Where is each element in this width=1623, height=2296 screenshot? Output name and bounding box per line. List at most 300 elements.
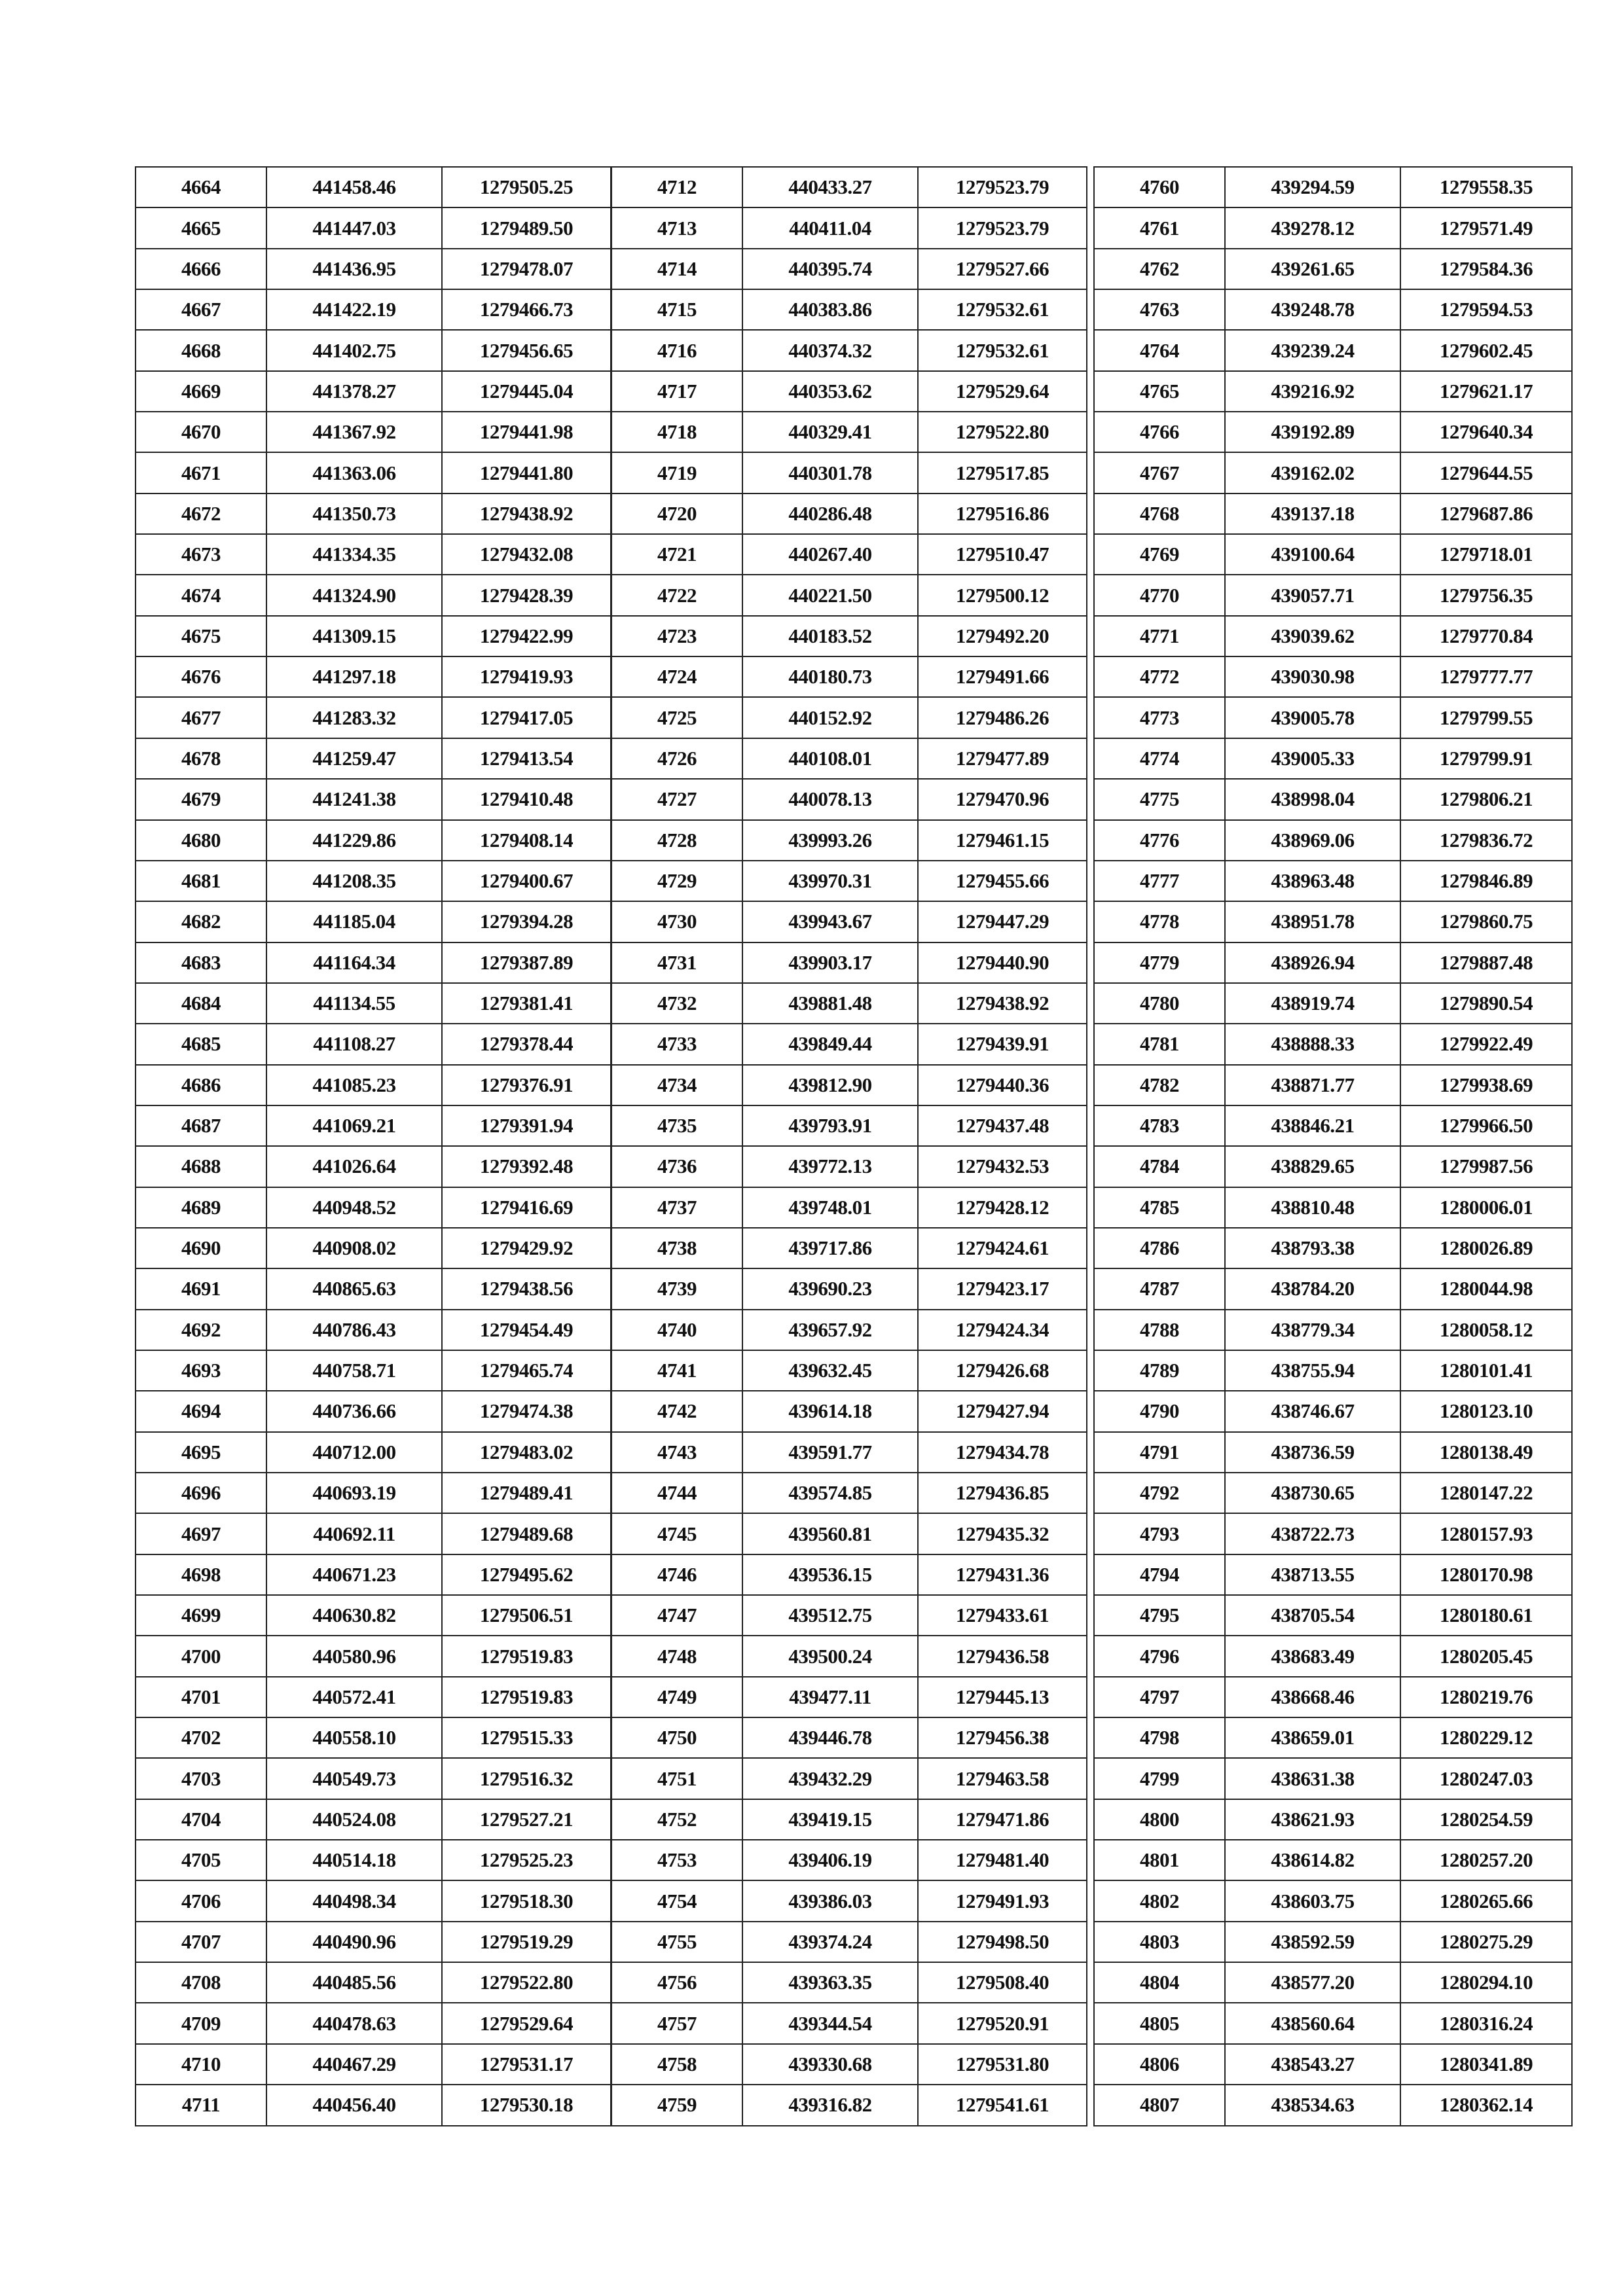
point-id-cell: 4800	[1094, 1799, 1225, 1840]
table-row	[136, 575, 611, 615]
y-coordinate-cell: 1280205.45	[1400, 1636, 1572, 1676]
table-row	[611, 1187, 1087, 1228]
y-coordinate-cell: 1279516.86	[918, 493, 1087, 534]
y-coordinate-cell: 1279527.21	[442, 1799, 611, 1840]
coordinate-table-3	[1093, 166, 1573, 2126]
table-row	[611, 1228, 1087, 1268]
x-coordinate-cell: 440671.23	[266, 1554, 442, 1595]
point-id-cell: 4666	[136, 249, 266, 289]
table-row	[1094, 2085, 1572, 2125]
table-row	[136, 1922, 611, 1962]
x-coordinate-cell: 440329.41	[742, 412, 918, 452]
y-coordinate-cell: 1279777.77	[1400, 656, 1572, 697]
point-id-cell: 4729	[611, 861, 742, 901]
table-row	[1094, 2003, 1572, 2043]
y-coordinate-cell: 1279508.40	[918, 1962, 1087, 2003]
point-id-cell: 4695	[136, 1432, 266, 1473]
table-row	[611, 1717, 1087, 1758]
point-id-cell: 4774	[1094, 738, 1225, 779]
x-coordinate-cell: 439162.02	[1225, 452, 1400, 493]
table-row	[136, 738, 611, 779]
y-coordinate-cell: 1279890.54	[1400, 983, 1572, 1024]
table-row	[611, 1024, 1087, 1064]
table-row	[136, 1024, 611, 1064]
table-row	[1094, 330, 1572, 370]
point-id-cell: 4775	[1094, 779, 1225, 819]
y-coordinate-cell: 1279520.91	[918, 2003, 1087, 2043]
table-row	[1094, 1758, 1572, 1799]
y-coordinate-cell: 1279438.92	[442, 493, 611, 534]
table-row	[136, 249, 611, 289]
table-row	[1094, 1717, 1572, 1758]
y-coordinate-cell: 1279498.50	[918, 1922, 1087, 1962]
point-id-cell: 4763	[1094, 289, 1225, 330]
y-coordinate-cell: 1279836.72	[1400, 820, 1572, 861]
x-coordinate-cell: 441436.95	[266, 249, 442, 289]
table-row	[1094, 1922, 1572, 1962]
point-id-cell: 4697	[136, 1513, 266, 1554]
x-coordinate-cell: 438577.20	[1225, 1962, 1400, 2003]
x-coordinate-cell: 440485.56	[266, 1962, 442, 2003]
x-coordinate-cell: 439239.24	[1225, 330, 1400, 370]
point-id-cell: 4728	[611, 820, 742, 861]
x-coordinate-cell: 440411.04	[742, 207, 918, 248]
table-row	[1094, 1595, 1572, 1636]
y-coordinate-cell: 1279938.69	[1400, 1065, 1572, 1105]
table-row	[136, 1758, 611, 1799]
x-coordinate-cell: 441069.21	[266, 1105, 442, 1146]
x-coordinate-cell: 438784.20	[1225, 1268, 1400, 1309]
table-row	[611, 1432, 1087, 1473]
x-coordinate-cell: 441283.32	[266, 697, 442, 738]
table-row	[1094, 1962, 1572, 2003]
point-id-cell: 4696	[136, 1473, 266, 1513]
x-coordinate-cell: 438614.82	[1225, 1840, 1400, 1880]
y-coordinate-cell: 1279447.29	[918, 901, 1087, 942]
point-id-cell: 4681	[136, 861, 266, 901]
y-coordinate-cell: 1280362.14	[1400, 2085, 1572, 2125]
table-row	[136, 1799, 611, 1840]
table-row	[136, 167, 611, 207]
y-coordinate-cell: 1279455.66	[918, 861, 1087, 901]
table-row	[136, 2003, 611, 2043]
table-row	[1094, 289, 1572, 330]
y-coordinate-cell: 1279510.47	[918, 534, 1087, 575]
y-coordinate-cell: 1279436.85	[918, 1473, 1087, 1513]
y-coordinate-cell: 1279378.44	[442, 1024, 611, 1064]
y-coordinate-cell: 1279519.83	[442, 1677, 611, 1717]
table-row	[1094, 1880, 1572, 1921]
y-coordinate-cell: 1279387.89	[442, 942, 611, 983]
x-coordinate-cell: 440183.52	[742, 616, 918, 656]
point-id-cell: 4664	[136, 167, 266, 207]
x-coordinate-cell: 439248.78	[1225, 289, 1400, 330]
table-row	[611, 534, 1087, 575]
point-id-cell: 4791	[1094, 1432, 1225, 1473]
x-coordinate-cell: 441085.23	[266, 1065, 442, 1105]
x-coordinate-cell: 440353.62	[742, 371, 918, 412]
point-id-cell: 4722	[611, 575, 742, 615]
x-coordinate-cell: 440221.50	[742, 575, 918, 615]
x-coordinate-cell: 440433.27	[742, 167, 918, 207]
point-id-cell: 4784	[1094, 1146, 1225, 1187]
y-coordinate-cell: 1279860.75	[1400, 901, 1572, 942]
x-coordinate-cell: 438963.48	[1225, 861, 1400, 901]
table-row	[136, 371, 611, 412]
table-row	[1094, 779, 1572, 819]
point-id-cell: 4740	[611, 1310, 742, 1350]
y-coordinate-cell: 1279376.91	[442, 1065, 611, 1105]
x-coordinate-cell: 441241.38	[266, 779, 442, 819]
x-coordinate-cell: 439690.23	[742, 1268, 918, 1309]
table-row	[1094, 1350, 1572, 1391]
x-coordinate-cell: 439903.17	[742, 942, 918, 983]
table-row	[611, 452, 1087, 493]
x-coordinate-cell: 439993.26	[742, 820, 918, 861]
point-id-cell: 4759	[611, 2085, 742, 2125]
x-coordinate-cell: 438951.78	[1225, 901, 1400, 942]
y-coordinate-cell: 1279489.68	[442, 1513, 611, 1554]
y-coordinate-cell: 1279438.56	[442, 1268, 611, 1309]
x-coordinate-cell: 440286.48	[742, 493, 918, 534]
y-coordinate-cell: 1279440.36	[918, 1065, 1087, 1105]
y-coordinate-cell: 1279500.12	[918, 575, 1087, 615]
table-row	[136, 1350, 611, 1391]
point-id-cell: 4711	[136, 2085, 266, 2125]
point-id-cell: 4768	[1094, 493, 1225, 534]
point-id-cell: 4790	[1094, 1391, 1225, 1431]
y-coordinate-cell: 1279437.48	[918, 1105, 1087, 1146]
point-id-cell: 4782	[1094, 1065, 1225, 1105]
y-coordinate-cell: 1279481.40	[918, 1840, 1087, 1880]
table-row	[611, 901, 1087, 942]
x-coordinate-cell: 438621.93	[1225, 1799, 1400, 1840]
y-coordinate-cell: 1279424.61	[918, 1228, 1087, 1268]
point-id-cell: 4792	[1094, 1473, 1225, 1513]
y-coordinate-cell: 1279427.94	[918, 1391, 1087, 1431]
y-coordinate-cell: 1279454.49	[442, 1310, 611, 1350]
y-coordinate-cell: 1280257.20	[1400, 1840, 1572, 1880]
x-coordinate-cell: 440786.43	[266, 1310, 442, 1350]
point-id-cell: 4765	[1094, 371, 1225, 412]
y-coordinate-cell: 1279423.17	[918, 1268, 1087, 1309]
x-coordinate-cell: 440180.73	[742, 656, 918, 697]
y-coordinate-cell: 1279621.17	[1400, 371, 1572, 412]
table-row	[136, 1840, 611, 1880]
x-coordinate-cell: 441164.34	[266, 942, 442, 983]
point-id-cell: 4757	[611, 2003, 742, 2043]
table-row	[1094, 616, 1572, 656]
x-coordinate-cell: 438871.77	[1225, 1065, 1400, 1105]
x-coordinate-cell: 440267.40	[742, 534, 918, 575]
x-coordinate-cell: 440549.73	[266, 1758, 442, 1799]
x-coordinate-cell: 439970.31	[742, 861, 918, 901]
point-id-cell: 4691	[136, 1268, 266, 1309]
y-coordinate-cell: 1279495.62	[442, 1554, 611, 1595]
x-coordinate-cell: 438668.46	[1225, 1677, 1400, 1717]
table-row	[1094, 1310, 1572, 1350]
point-id-cell: 4738	[611, 1228, 742, 1268]
x-coordinate-cell: 439943.67	[742, 901, 918, 942]
x-coordinate-cell: 440630.82	[266, 1595, 442, 1636]
table-row	[136, 1677, 611, 1717]
y-coordinate-cell: 1280138.49	[1400, 1432, 1572, 1473]
table-row	[611, 983, 1087, 1024]
table-row	[136, 2044, 611, 2085]
x-coordinate-cell: 441350.73	[266, 493, 442, 534]
table-row	[1094, 452, 1572, 493]
y-coordinate-cell: 1279594.53	[1400, 289, 1572, 330]
y-coordinate-cell: 1280058.12	[1400, 1310, 1572, 1350]
table-row	[136, 942, 611, 983]
point-id-cell: 4762	[1094, 249, 1225, 289]
point-id-cell: 4669	[136, 371, 266, 412]
table-row	[1094, 1799, 1572, 1840]
y-coordinate-cell: 1279799.91	[1400, 738, 1572, 779]
table-row	[611, 1962, 1087, 2003]
point-id-cell: 4713	[611, 207, 742, 248]
y-coordinate-cell: 1279465.74	[442, 1350, 611, 1391]
y-coordinate-cell: 1279523.79	[918, 167, 1087, 207]
y-coordinate-cell: 1279531.17	[442, 2044, 611, 2085]
x-coordinate-cell: 438659.01	[1225, 1717, 1400, 1758]
x-coordinate-cell: 439005.33	[1225, 738, 1400, 779]
table-row	[611, 1350, 1087, 1391]
table-row	[611, 1513, 1087, 1554]
x-coordinate-cell: 440498.34	[266, 1880, 442, 1921]
table-row	[611, 371, 1087, 412]
y-coordinate-cell: 1279506.51	[442, 1595, 611, 1636]
x-coordinate-cell: 439614.18	[742, 1391, 918, 1431]
y-coordinate-cell: 1279525.23	[442, 1840, 611, 1880]
table-row	[136, 1717, 611, 1758]
x-coordinate-cell: 440948.52	[266, 1187, 442, 1228]
point-id-cell: 4714	[611, 249, 742, 289]
point-id-cell: 4689	[136, 1187, 266, 1228]
point-id-cell: 4732	[611, 983, 742, 1024]
table-row	[1094, 1840, 1572, 1880]
y-coordinate-cell: 1279477.89	[918, 738, 1087, 779]
table-row	[611, 289, 1087, 330]
point-id-cell: 4798	[1094, 1717, 1225, 1758]
table-row	[611, 1758, 1087, 1799]
point-id-cell: 4736	[611, 1146, 742, 1187]
x-coordinate-cell: 440692.11	[266, 1513, 442, 1554]
y-coordinate-cell: 1279492.20	[918, 616, 1087, 656]
table-row	[136, 1595, 611, 1636]
point-id-cell: 4772	[1094, 656, 1225, 697]
x-coordinate-cell: 439432.29	[742, 1758, 918, 1799]
point-id-cell: 4671	[136, 452, 266, 493]
x-coordinate-cell: 439316.82	[742, 2085, 918, 2125]
y-coordinate-cell: 1279516.32	[442, 1758, 611, 1799]
x-coordinate-cell: 441334.35	[266, 534, 442, 575]
x-coordinate-cell: 441229.86	[266, 820, 442, 861]
x-coordinate-cell: 439406.19	[742, 1840, 918, 1880]
y-coordinate-cell: 1280180.61	[1400, 1595, 1572, 1636]
table-row	[136, 289, 611, 330]
y-coordinate-cell: 1279483.02	[442, 1432, 611, 1473]
y-coordinate-cell: 1279439.91	[918, 1024, 1087, 1064]
x-coordinate-cell: 440467.29	[266, 2044, 442, 2085]
point-id-cell: 4766	[1094, 412, 1225, 452]
point-id-cell: 4795	[1094, 1595, 1225, 1636]
point-id-cell: 4724	[611, 656, 742, 697]
point-id-cell: 4683	[136, 942, 266, 983]
y-coordinate-cell: 1280157.93	[1400, 1513, 1572, 1554]
x-coordinate-cell: 438603.75	[1225, 1880, 1400, 1921]
point-id-cell: 4730	[611, 901, 742, 942]
y-coordinate-cell: 1280316.24	[1400, 2003, 1572, 2043]
y-coordinate-cell: 1279489.41	[442, 1473, 611, 1513]
table-row	[1094, 1105, 1572, 1146]
y-coordinate-cell: 1279489.50	[442, 207, 611, 248]
point-id-cell: 4700	[136, 1636, 266, 1676]
y-coordinate-cell: 1279846.89	[1400, 861, 1572, 901]
point-id-cell: 4675	[136, 616, 266, 656]
table-row	[611, 1105, 1087, 1146]
y-coordinate-cell: 1279584.36	[1400, 249, 1572, 289]
x-coordinate-cell: 439632.45	[742, 1350, 918, 1391]
point-id-cell: 4770	[1094, 575, 1225, 615]
table-row	[136, 452, 611, 493]
y-coordinate-cell: 1279491.93	[918, 1880, 1087, 1921]
x-coordinate-cell: 439849.44	[742, 1024, 918, 1064]
y-coordinate-cell: 1279571.49	[1400, 207, 1572, 248]
point-id-cell: 4693	[136, 1350, 266, 1391]
point-id-cell: 4741	[611, 1350, 742, 1391]
y-coordinate-cell: 1280026.89	[1400, 1228, 1572, 1268]
x-coordinate-cell: 438846.21	[1225, 1105, 1400, 1146]
point-id-cell: 4805	[1094, 2003, 1225, 2043]
point-id-cell: 4802	[1094, 1880, 1225, 1921]
x-coordinate-cell: 441108.27	[266, 1024, 442, 1064]
table-row	[1094, 412, 1572, 452]
point-id-cell: 4750	[611, 1717, 742, 1758]
x-coordinate-cell: 440572.41	[266, 1677, 442, 1717]
point-id-cell: 4718	[611, 412, 742, 452]
table-body	[611, 167, 1087, 2126]
point-id-cell: 4767	[1094, 452, 1225, 493]
y-coordinate-cell: 1279456.38	[918, 1717, 1087, 1758]
point-id-cell: 4692	[136, 1310, 266, 1350]
x-coordinate-cell: 441309.15	[266, 616, 442, 656]
table-row	[611, 656, 1087, 697]
x-coordinate-cell: 439374.24	[742, 1922, 918, 1962]
y-coordinate-cell: 1279428.12	[918, 1187, 1087, 1228]
table-row	[1094, 1187, 1572, 1228]
y-coordinate-cell: 1280229.12	[1400, 1717, 1572, 1758]
y-coordinate-cell: 1279441.80	[442, 452, 611, 493]
y-coordinate-cell: 1279400.67	[442, 861, 611, 901]
x-coordinate-cell: 439446.78	[742, 1717, 918, 1758]
point-id-cell: 4690	[136, 1228, 266, 1268]
y-coordinate-cell: 1279434.78	[918, 1432, 1087, 1473]
y-coordinate-cell: 1280265.66	[1400, 1880, 1572, 1921]
table-row	[611, 697, 1087, 738]
table-row	[1094, 1513, 1572, 1554]
table-row	[1094, 820, 1572, 861]
table-row	[611, 1636, 1087, 1676]
x-coordinate-cell: 438560.64	[1225, 2003, 1400, 2043]
x-coordinate-cell: 438969.06	[1225, 820, 1400, 861]
x-coordinate-cell: 438779.34	[1225, 1310, 1400, 1350]
x-coordinate-cell: 439386.03	[742, 1880, 918, 1921]
y-coordinate-cell: 1279530.18	[442, 2085, 611, 2125]
table-row	[136, 1105, 611, 1146]
point-id-cell: 4804	[1094, 1962, 1225, 2003]
y-coordinate-cell: 1279541.61	[918, 2085, 1087, 2125]
point-id-cell: 4751	[611, 1758, 742, 1799]
x-coordinate-cell: 441324.90	[266, 575, 442, 615]
x-coordinate-cell: 441297.18	[266, 656, 442, 697]
table-row	[1094, 249, 1572, 289]
y-coordinate-cell: 1279523.79	[918, 207, 1087, 248]
y-coordinate-cell: 1279532.61	[918, 330, 1087, 370]
point-id-cell: 4803	[1094, 1922, 1225, 1962]
point-id-cell: 4685	[136, 1024, 266, 1064]
x-coordinate-cell: 439330.68	[742, 2044, 918, 2085]
x-coordinate-cell: 439657.92	[742, 1310, 918, 1350]
table-row	[1094, 1554, 1572, 1595]
point-id-cell: 4723	[611, 616, 742, 656]
y-coordinate-cell: 1280101.41	[1400, 1350, 1572, 1391]
table-row	[1094, 1228, 1572, 1268]
y-coordinate-cell: 1280275.29	[1400, 1922, 1572, 1962]
y-coordinate-cell: 1279422.99	[442, 616, 611, 656]
table-row	[1094, 1146, 1572, 1187]
point-id-cell: 4672	[136, 493, 266, 534]
table-row	[611, 2085, 1087, 2125]
table-row	[611, 493, 1087, 534]
point-id-cell: 4776	[1094, 820, 1225, 861]
point-id-cell: 4773	[1094, 697, 1225, 738]
y-coordinate-cell: 1280147.22	[1400, 1473, 1572, 1513]
table-row	[136, 616, 611, 656]
y-coordinate-cell: 1279433.61	[918, 1595, 1087, 1636]
y-coordinate-cell: 1280247.03	[1400, 1758, 1572, 1799]
point-id-cell: 4745	[611, 1513, 742, 1554]
x-coordinate-cell: 438534.63	[1225, 2085, 1400, 2125]
table-row	[611, 738, 1087, 779]
point-id-cell: 4764	[1094, 330, 1225, 370]
x-coordinate-cell: 438730.65	[1225, 1473, 1400, 1513]
x-coordinate-cell: 439419.15	[742, 1799, 918, 1840]
table-row	[611, 861, 1087, 901]
x-coordinate-cell: 441402.75	[266, 330, 442, 370]
x-coordinate-cell: 441367.92	[266, 412, 442, 452]
y-coordinate-cell: 1279474.38	[442, 1391, 611, 1431]
x-coordinate-cell: 438829.65	[1225, 1146, 1400, 1187]
x-coordinate-cell: 439772.13	[742, 1146, 918, 1187]
point-id-cell: 4794	[1094, 1554, 1225, 1595]
point-id-cell: 4699	[136, 1595, 266, 1636]
y-coordinate-cell: 1279392.48	[442, 1146, 611, 1187]
table-row	[611, 1840, 1087, 1880]
point-id-cell: 4769	[1094, 534, 1225, 575]
point-id-cell: 4731	[611, 942, 742, 983]
x-coordinate-cell: 439717.86	[742, 1228, 918, 1268]
point-id-cell: 4733	[611, 1024, 742, 1064]
x-coordinate-cell: 439574.85	[742, 1473, 918, 1513]
y-coordinate-cell: 1279515.33	[442, 1717, 611, 1758]
table-row	[1094, 942, 1572, 983]
y-coordinate-cell: 1279527.66	[918, 249, 1087, 289]
y-coordinate-cell: 1279413.54	[442, 738, 611, 779]
point-id-cell: 4721	[611, 534, 742, 575]
x-coordinate-cell: 441363.06	[266, 452, 442, 493]
x-coordinate-cell: 439057.71	[1225, 575, 1400, 615]
